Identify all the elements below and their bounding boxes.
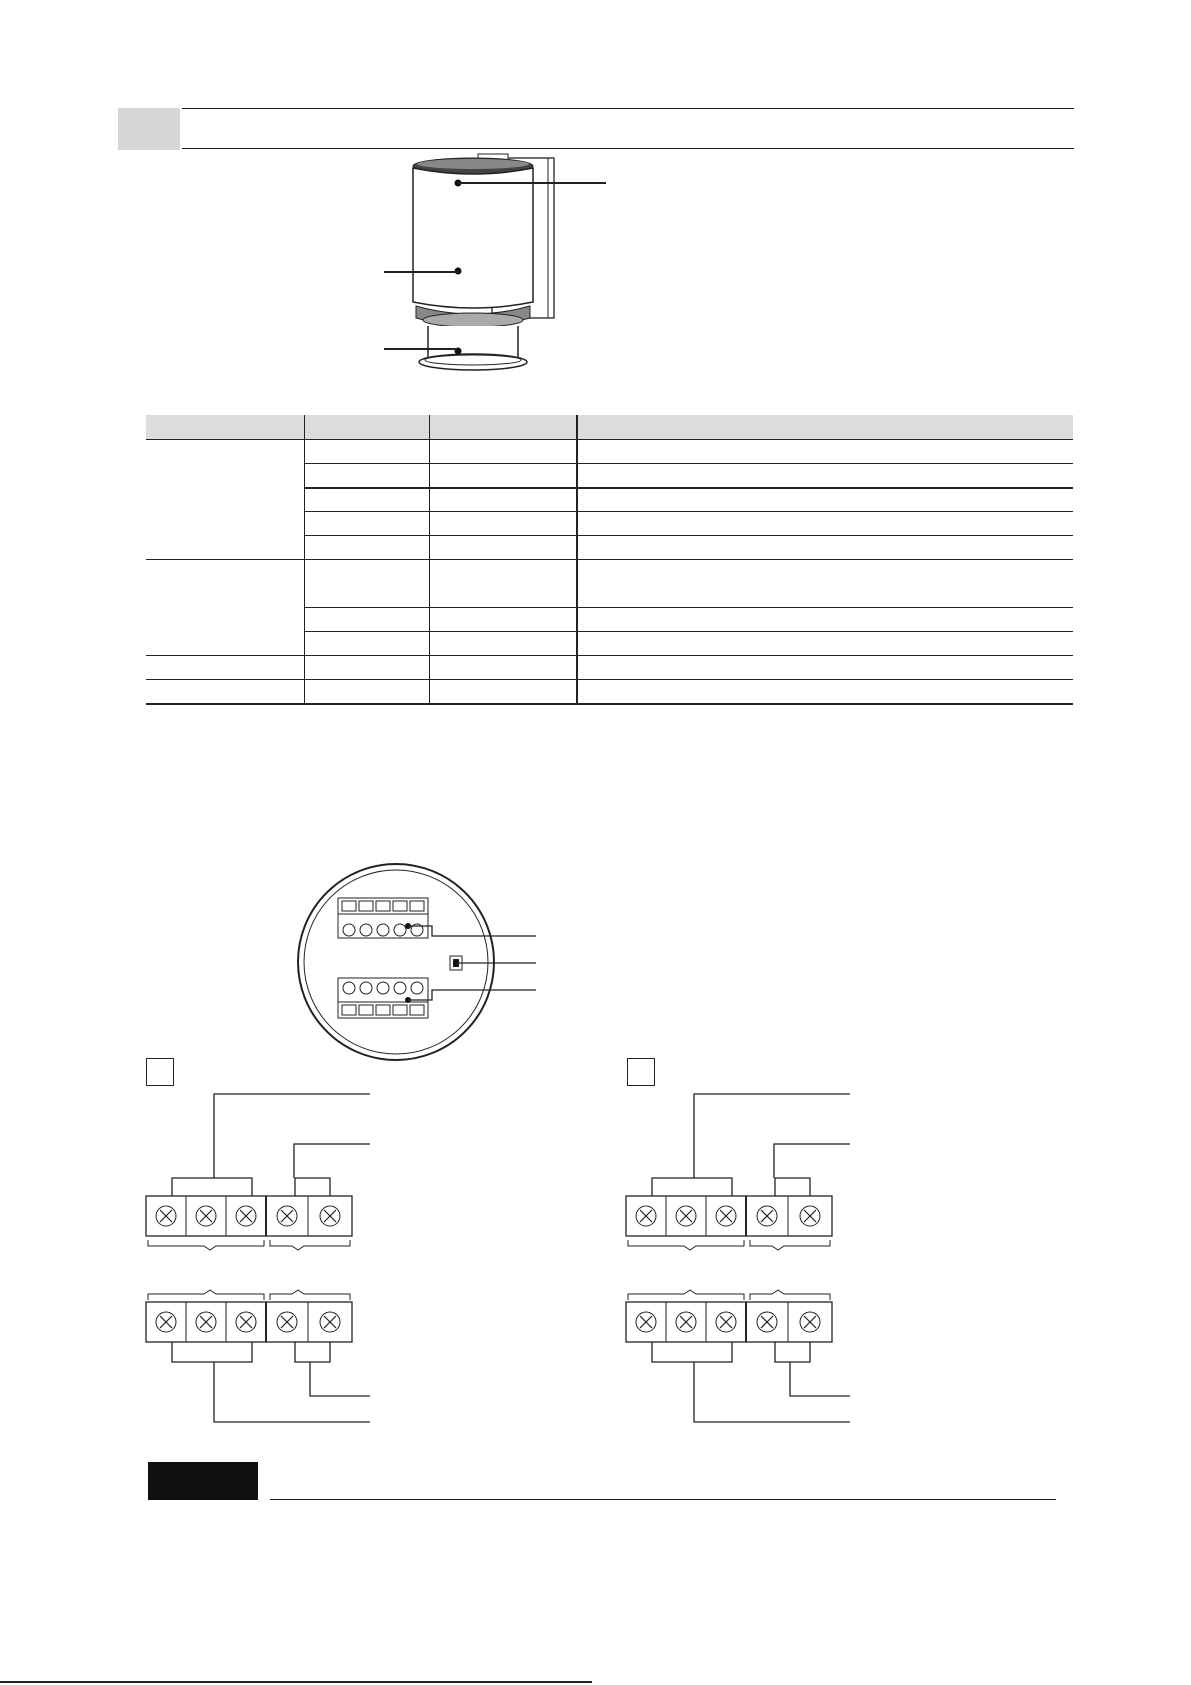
callout-line-body	[384, 271, 458, 273]
section-number-tab	[118, 108, 180, 150]
table-row	[146, 560, 1073, 608]
footer-rule	[0, 1681, 592, 1683]
wiring-diagram-b	[620, 1090, 860, 1430]
table-row	[146, 680, 1073, 704]
table-row	[146, 656, 1073, 680]
col-header	[304, 415, 429, 440]
upper-terminal-block	[338, 898, 428, 938]
col-header	[429, 415, 577, 440]
wiring-diagram-a-label	[146, 1058, 174, 1086]
callout-line-top	[458, 182, 606, 184]
spec-table	[146, 415, 1073, 705]
lower-terminal-block	[338, 978, 428, 1018]
wiring-diagram-b-label	[627, 1058, 655, 1086]
terminal-board-illustration	[296, 860, 546, 1070]
device-illustration	[380, 150, 620, 385]
table-row	[146, 440, 1073, 464]
col-header	[577, 415, 1073, 440]
section-top-rule	[182, 108, 1074, 109]
note-label-box	[148, 1462, 258, 1500]
wiring-diagram-a	[140, 1090, 380, 1430]
callout-line-base	[384, 348, 458, 350]
section-bottom-rule	[182, 148, 1074, 149]
col-header	[146, 415, 304, 440]
note-rule	[270, 1499, 1056, 1500]
